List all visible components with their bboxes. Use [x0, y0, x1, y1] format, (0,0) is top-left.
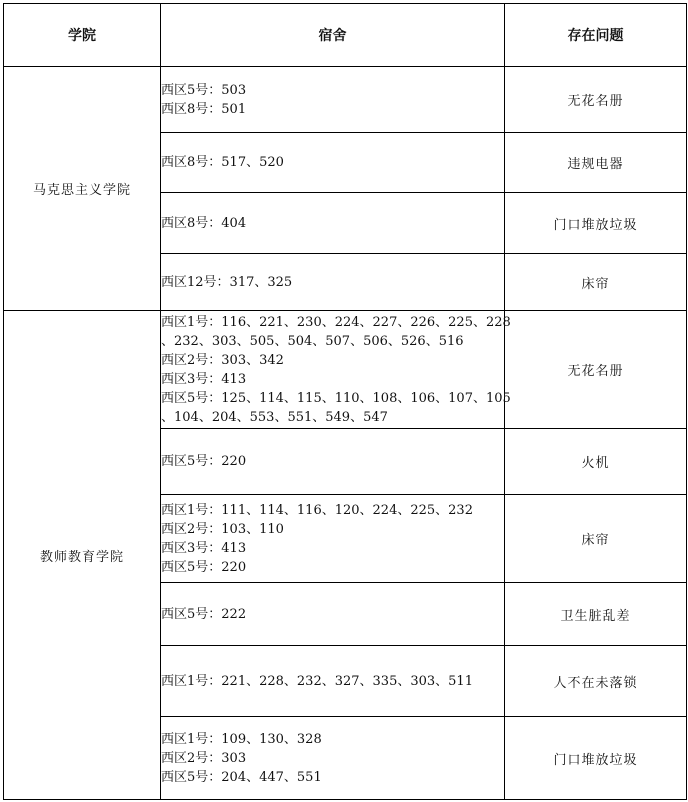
issue-cell: 门口堆放垃圾 — [505, 193, 687, 254]
dorm-room-line: 西区5号：220 — [161, 559, 247, 575]
issue-cell: 门口堆放垃圾 — [505, 717, 687, 800]
dorm-room-line: 西区3号：413 — [161, 371, 247, 387]
table-row — [4, 311, 687, 429]
issue-cell: 卫生脏乱差 — [505, 583, 687, 646]
dorm-room-line: 西区8号：517、520 — [161, 155, 284, 170]
dorm-room-line: 西区5号：503 — [161, 82, 247, 98]
dorm-room-line: 西区5号：125、114、115、110、108、106、107、105 — [161, 390, 511, 406]
issue-cell: 火机 — [505, 429, 687, 495]
dorm-room-line: 西区5号：220 — [161, 454, 247, 469]
issue-cell: 床帘 — [505, 254, 687, 311]
dorm-room-line: 西区2号：103、110 — [161, 521, 284, 537]
dorm-rooms-cell — [161, 495, 505, 583]
dorm-rooms-cell — [161, 717, 505, 800]
dorm-room-line: 西区3号：413 — [161, 540, 247, 556]
dorm-rooms-cell — [161, 193, 505, 254]
issue-cell: 违规电器 — [505, 133, 687, 193]
dorm-rooms-cell — [161, 67, 505, 133]
issue-cell: 无花名册 — [505, 311, 687, 429]
dorm-rooms-cell — [161, 429, 505, 495]
dorm-room-line: 西区1号：221、228、232、327、335、303、511 — [161, 673, 473, 689]
issue-cell: 床帘 — [505, 495, 687, 583]
dorm-room-line: 、104、204、553、551、549、547 — [161, 409, 388, 425]
table-row — [4, 67, 687, 133]
dorm-rooms-cell — [161, 646, 505, 717]
college-cell: 教师教育学院 — [4, 311, 161, 800]
college-cell: 马克思主义学院 — [4, 67, 161, 311]
dorm-room-line: 西区5号：222 — [161, 606, 247, 622]
dorm-room-line: 西区8号：501 — [161, 101, 247, 117]
issue-cell: 人不在未落锁 — [505, 646, 687, 717]
dorm-rooms-cell — [161, 254, 505, 311]
dorm-room-line: 西区12号：317、325 — [161, 274, 293, 290]
dorm-room-line: 西区2号：303、342 — [161, 352, 284, 368]
dorm-inspection-table — [3, 3, 687, 800]
dorm-room-line: 西区5号：204、447、551 — [161, 769, 322, 785]
header-row — [4, 4, 687, 67]
issue-cell: 无花名册 — [505, 67, 687, 133]
header-issue: 存在问题 — [505, 4, 687, 67]
dorm-room-line: 西区8号：404 — [161, 215, 247, 231]
dorm-rooms-cell — [161, 311, 511, 429]
dorm-room-line: 西区2号：303 — [161, 750, 247, 766]
header-college: 学院 — [4, 4, 161, 67]
dorm-room-line: 西区1号：109、130、328 — [161, 731, 322, 747]
table-body — [4, 67, 687, 800]
dorm-room-line: 西区1号：111、114、116、120、224、225、232 — [161, 502, 473, 518]
dorm-rooms-cell — [161, 133, 505, 193]
dorm-room-line: 西区1号：116、221、230、224、227、226、225、228 — [161, 314, 511, 330]
dorm-room-line: 、232、303、505、504、507、506、526、516 — [161, 333, 464, 349]
dorm-rooms-cell — [161, 583, 505, 646]
header-dorm: 宿舍 — [161, 4, 505, 67]
